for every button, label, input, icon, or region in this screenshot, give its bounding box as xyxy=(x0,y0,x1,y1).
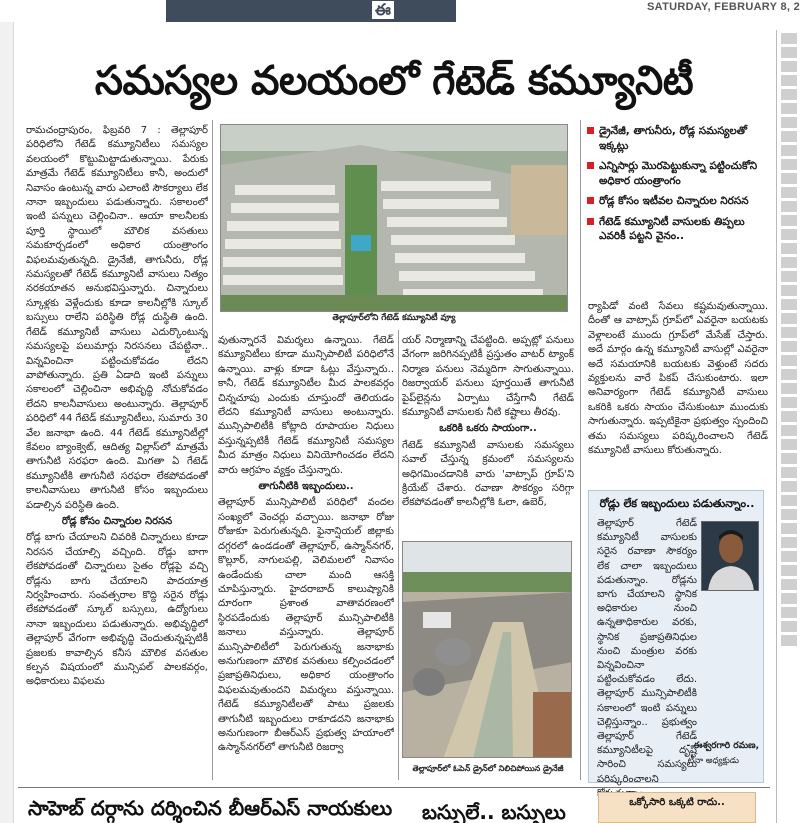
photo-caption: తెల్లాపూర్‌లోని గేటెడ్‌ కమ్యూనిటీ వ్యూ xyxy=(332,313,456,323)
quote-author-name: - ఈశ్వరగారి రమణ, xyxy=(686,741,759,751)
highlights-list xyxy=(585,124,765,250)
next-article-box-title: ఒక్కోసారి ఒక్కటి రాదు.. xyxy=(629,797,725,808)
open-drain-photo xyxy=(402,541,572,758)
column-1-paragraph: రామచంద్రాపురం, ఫిబ్రవరి 7 : తెల్లాపూర్‌ పరిధిలోని గేటెడ్‌ కమ్యూనిటీలు సమస్యల వలయంలో కొట్టుమిట్టాడుతున్నాయి. పేరుకు మాత్రమే గేటెడ్‌ కమ్యూనిటీలు కానీ, అందులో నివాసం ఉంటున్న వారు ఎలాంటి సౌకర్యాలు లేక నానా ఇబ్బందులు పడుతున్నారు. సకాలంలో ఇంటి పన్నులు చెల్లించినా.. ఆయా కాలనీలకు పూర్తి స్థాయిలో మౌలిక వసతులు సమకూర్చడంలో అధికార యంత్రాంగం విఫలమవుతున్నది. డ్రైనేజీ, తాగునీరు, రోడ్ల సమస్యలతో గేటెడ్‌ కమ్యూనిటీ వాసులు నిత్యం నరకయాతన అనుభవిస్తున్నారు. చిన్నారులు స్కూళ్లకు వెళ్లేందుకు కూడా కాలనీల్లోకి స్కూల్‌ బస్సులు రాలేని పరిస్థితి రోడ్ల దుస్థితి ఉంది. గేటెడ్‌ కమ్యూనిటీ వాసులు ఎదుర్కొంటున్న సమస్యలపై పలుమార్లు నిరసనలు చేపట్టినా.. విన్నవించినా పట్టించుకోవడం లేదని వాపోతున్నారు. ప్రతి ఏడాది ఇంటి పన్నులు సకాలంలో చెల్లించినా అభివృద్ధి నోచుకోవడం లేదని కాలనీవాసులు అంటున్నారు. తెల్లాపూర్‌ పరిధిలో 44 గేటెడ్‌ కమ్యూనిటీలు, సుమారు 30 వేల జనాభా ఉంది. 44 గేటెడ్‌ కమ్యూనిటీల్లో కేవలం బ్యాంక్వెట్‌, ఆదిత్య విల్లాస్‌లో మాత్రమే తాగునీటి సరఫరా ఉంది. మిగతా ఏ గేటెడ్‌ కమ్యూనిటీకి తాగునీటి సరఫరా లేకపోవడంతో కాలనీవాసులు తాగునీటి కోసం ఇబ్బందులు పడాల్సిన పరిస్థితి ఉంది. xyxy=(26,125,208,511)
column-4-paragraph: ర్యాపిడో వంటి సేవలు కష్టమవుతున్నాయి. దీంతో ఆ వాట్సాప్‌ గ్రూప్‌లో ఎవరైనా బయటకు వెళ్లాలంటే ముందు గ్రూప్‌లో మేసేజ్‌ చేస్తారు. అదే మార్గం ఉన్న కమ్యూనిటీ వాసుల్లో ఎవరైనా అదే సమయానికి బయటకు వెళ్తుంటే సదరు వ్యక్తులను వారే పికప్‌ చేసుకుంటారు. ఇలా అనివార్యంగా గేటెడ్‌ కమ్యూనిటీ వాసులు ఒకరికి ఒకరు సాయం చేసుకుంటూ ముందుకు సాగుతున్నారు. ఇప్పటికైనా ప్రభుత్వం స్పందించి తమ సమస్యలు పరిష్కరించాలని గేటెడ్‌ కమ్యూనిటీ వాసులు కోరుతున్నారు. xyxy=(588,301,768,457)
column-2-subheading: తాగునీటికి ఇబ్బందులు.. xyxy=(258,481,354,493)
column-1-subheading: రోడ్ల కోసం చిన్నారుల నిరసన xyxy=(61,515,173,527)
photo-caption: తెల్లాపూర్‌లో ఓపెన్‌ డ్రైన్‌లో నిలిచిపోయిన డ్రైనేజీ xyxy=(412,764,564,773)
quote-author-role: టీనా అధ్యక్షుడు xyxy=(687,756,739,766)
article-headline: సమస్యల వలయంలో గేటెడ్‌ కమ్యూనిటీ xyxy=(94,58,694,104)
article-column-1 xyxy=(26,124,208,780)
column-2-paragraph: వుతున్నారనే విమర్శలు ఉన్నాయి. గేటెడ్‌ కమ్యూనిటీలు కూడా మున్సిపాలిటీ పరిధిలోనే ఉన్నాయి. వాళ్లు కూడా ఓట్లు వేస్తున్నారు.. కానీ, గేటెడ్‌ కమ్యూనిటీల మీద పాలకవర్గం చిన్నచూపు ఎందుకు చూస్తుందో తెలియడం లేదని కమ్యూనిటీ వాసులు అంటున్నారు. మున్సిపాలిటీకి కోట్లాది రూపాయల నిధులు వస్తున్నప్పటికీ గేటెడ్‌ కమ్యూనిటీ సమస్యల మీద మాత్రం నిధులు వినియోగించడం లేదని వారు ఆగ్రహం వ్యక్తం చేస్తున్నారు. xyxy=(218,335,394,476)
adjacent-page-strip xyxy=(776,30,800,823)
article-column-3 xyxy=(402,334,574,534)
next-article-box xyxy=(598,792,756,823)
dateline: SATURDAY, FEBRUARY 8, 2 xyxy=(647,1,800,13)
gated-community-aerial-photo xyxy=(220,124,568,312)
highlight-item: గేటెడ్‌ కమ్యూనిటీ వాసులకు తిప్పలు ఎవరికీ పట్టని వైనం.. xyxy=(585,215,765,244)
bottom-divider xyxy=(18,787,770,788)
quote-text: తెల్లాపూర్‌ గేటెడ్‌ కమ్యూనిటీ వాసులకు సరైన రవాణా సౌకర్యం లేక చాలా ఇబ్బందులు పడుతున్నాం. రోడ్లను బాగు చేయాలని స్థానిక అధికారుల నుంచి ఉన్నతాధికారుల వరకు, స్థానిక ప్రజాప్రతినిధుల నుంచి మంత్రుల వరకు విన్నవించినా పట్టించుకోవడం లేదు. తెల్లాపూర్‌ మున్సిపాలిటీకి సకాలంలో ఇంటి పన్నులు చెల్లిస్తున్నాం.. ప్రభుత్వం తెల్లాపూర్‌ గేటెడ్‌ కమ్యూనిటీలపై దృష్టి సారించి సమస్యలు పరిష్కరించాలని xyxy=(597,518,697,785)
column-3-paragraph: యర్‌ నిర్మాణాన్ని చేపట్టింది. అప్పట్లో పనులు వేగంగా జరిగినప్పటికీ ప్రస్తుతం వాటర్‌ ట్యాంక్‌ నిర్మాణ పనులు నెమ్మదిగా సాగుతున్నాయి. రిజర్వాయర్‌ పనులు పూర్తయితే తాగునీటి పైప్‌లైన్లను ఏర్పాటు చేస్తేగానీ గేటెడ్‌ కమ్యూనిటీ వాసులకు నీటి కష్టాలు తీరవు. xyxy=(402,335,574,419)
column-1-paragraph: రోడ్ల బాగు చేయాలని చివరికి చిన్నారులు కూడా నిరసన చేయాల్సి వచ్చింది. రోడ్లు బాగా లేకపోవడంతో చిన్నారులు సైతం రోడ్లపై వచ్చి రోడ్లను బాగు చేయాలని పాదయాత్ర నిర్వహించారు. సంవత్సరాల కొద్ది సరైన రోడ్లు లేకపోవడంతో స్కూల్‌ బస్సులు, ఉద్యోగులు నానా ఇబ్బందులు పడుతున్నారు. అభివృద్ధిలో తెల్లాపూర్‌ వేగంగా అభివృద్ధి చెందుతున్నప్పటికీ ప్రజలకు కావాల్సిన కనీస మౌలిక వసతుల కల్పన విషయంలో మున్సిపల్‌ పాలకవర్గం, అధికారులు విఫలమ xyxy=(26,532,208,688)
highlight-item: డ్రైనేజీ, తాగునీరు, రోడ్ల సమస్యలతో ఇక్కట్లు xyxy=(585,124,765,153)
article-column-2 xyxy=(218,334,394,780)
next-article-headline: బస్సులే.. బస్సులు xyxy=(422,800,566,823)
left-page-edge xyxy=(0,22,14,823)
highlight-item: ఎన్నిసార్లు మొరపెట్టుకున్నా పట్టించుకోని అధికార యంత్రాంగం xyxy=(585,159,765,188)
highlight-item: రోడ్ల కోసం ఇటీవల చిన్నారుల నిరసన xyxy=(585,194,765,209)
column-rule xyxy=(398,330,399,780)
column-rule xyxy=(580,120,581,780)
quote-box-title: రోడ్లు లేక ఇబ్బందులు పడుతున్నాం.. xyxy=(599,497,755,510)
article-column-4 xyxy=(588,300,768,486)
masthead-tab xyxy=(166,0,456,22)
column-3-paragraph: గేటెడ్‌ కమ్యూనిటీ వాసులకు సమస్యలు సవాల్‌ చేస్తున్న క్రమంలో సమస్యలను అధిగమించడానికి వారు 'వాట్సాప్‌ గ్రూప్‌'ని క్రియేట్‌ చేశారు. రవాణా సౌకర్యం సరిగ్గా లేకపోవడంతో కాలనీల్లోకి ఓలా, ఉబెర్‌, xyxy=(402,439,574,509)
column-rule xyxy=(212,120,213,780)
next-article-headline: సాహెబ్‌ దర్గాను దర్శించిన బీఆర్‌ఎస్‌ నాయకులు xyxy=(28,796,393,820)
quote-box xyxy=(588,490,764,783)
column-3-subheading: ఒకరికి ఒకరు సాయంగా.. xyxy=(439,423,537,435)
masthead-logo-mark: ఈ xyxy=(372,1,394,19)
column-2-paragraph: తెల్లాపూర్‌ మున్సిపాలిటీ పరిధిలో వందల సంఖ్యలో వెంచర్లు వచ్చాయి. జనాభా రోజు రోజుకూ పెరుగుతున్నది. ఫైనాన్షియల్‌ జిల్లాకు దగ్గరలో ఉండడంతో తెల్లాపూర్‌, ఉస్మాన్‌నగర్‌, కొల్లూర్‌, నాగులపల్లి, వెలిమలలో నివాసం ఉండేందుకు చాలా మంది ఆసక్తి చూపిస్తున్నారు. హైదరాబాద్‌ కాలుష్యానికి దూరంగా ప్రశాంత వాతావరణంలో స్థిరపడేందుకు తెల్లాపూర్‌ మున్సిపాలిటీకి జనాలు వస్తున్నారు. తెల్లాపూర్‌ మున్సిపాలిటీలో పెరుగుతున్న జనాభాకు అనుగుణంగా మౌలిక వసతులు కల్పించడంలో ప్రజాప్రతినిధులు, అధికార యంత్రాంగం విఫలమవుతుందని విమర్శలు వస్తున్నాయి. గేటెడ్‌ కమ్యూనిటీలతో పాటు ప్రజలకు తాగునీటి ఇబ్బందులు రాకూడదని జనాభాకు అనుగుణంగా బీఆర్‌ఎస్‌ ప్రభుత్వ హయాంలో ఉస్మాన్‌నగర్‌లో తాగునీటి రిజర్వా xyxy=(218,497,394,754)
